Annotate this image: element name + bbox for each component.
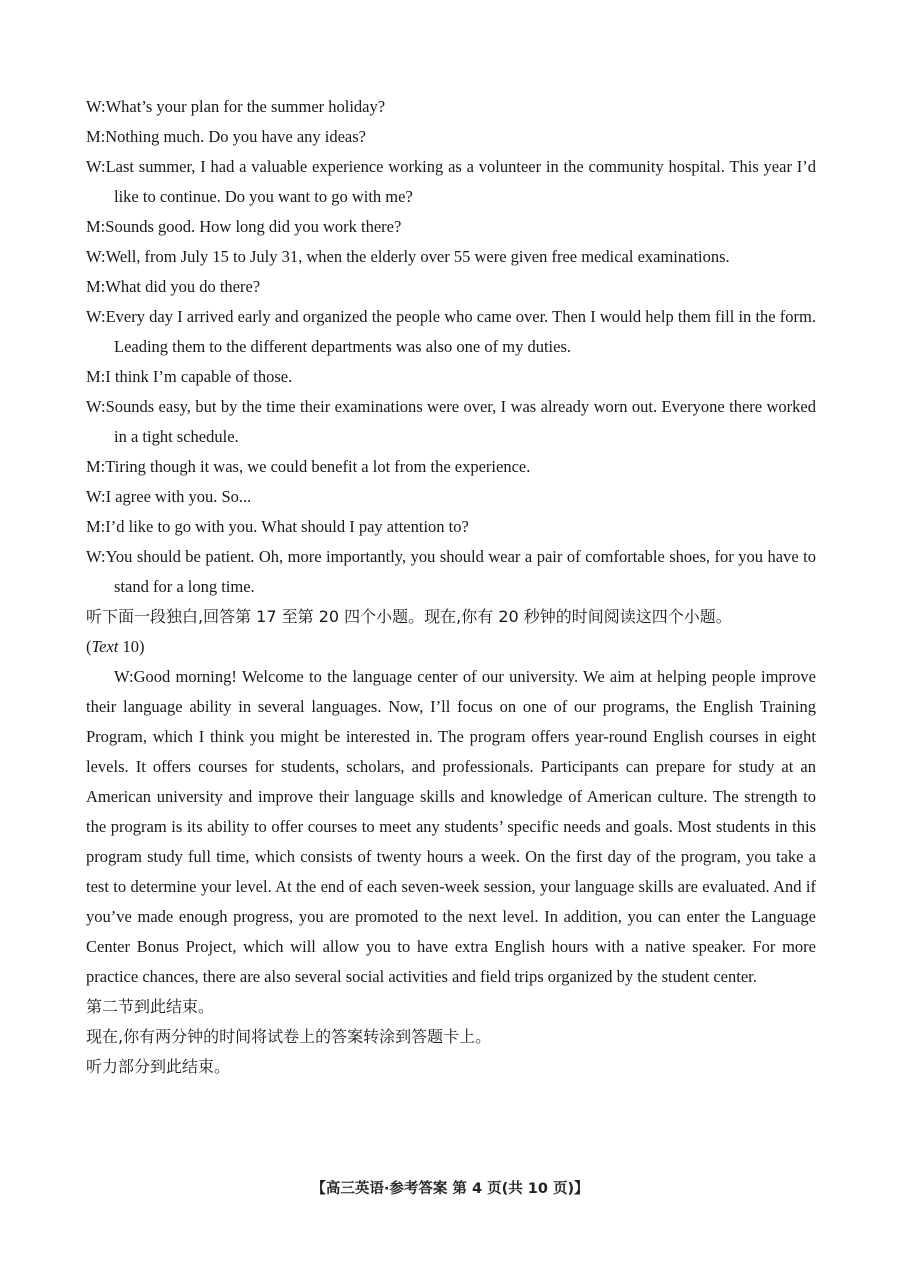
speaker-label: M — [86, 277, 101, 296]
dialogue-line: M:I’d like to go with you. What should I pay attention to? — [86, 517, 469, 536]
dialogue-text: You should be patient. Oh, more importantly, you should wear a pair of comfortable shoes, for you have to stand for a long time. — [105, 547, 816, 596]
dialogue-line: W:Sounds easy, but by the time their examinations were over, I was already worn out. Everyone there worked in a tight schedule. — [86, 397, 816, 446]
speaker-label: W — [86, 97, 101, 116]
monologue-paragraph: W:Good morning! Welcome to the language center of our university. We aim at helping people improve their language ability in several languages. Now, I’ll focus on one of our programs, the English Training Program, which I think you might be interested in. The program offers year-round English courses in eight levels. It offers courses for students, scholars, and professionals. Participants can prepare for study at an American university and improve their language skills and knowledge of American culture. The strength to the program is its ability to offer courses to meet any students’ specific needs and goals. Most students in this program study full time, which consists of twenty hours a week. On the first day of the program, you take a test to determine your level. At the end of each seven-week session, your language skills are evaluated. And if you’ve made enough progress, you are promoted to the next level. In addition, you can enter the Language Center Bonus Project, which will allow you to have extra English hours with a native speaker. For more practice chances, there are also several social activities and field trips organized by the student center. — [86, 667, 816, 986]
speaker-label: M — [86, 217, 101, 236]
dialogue-text: Sounds good. How long did you work there? — [105, 217, 402, 236]
dialogue-line: W:I agree with you. So... — [86, 487, 252, 506]
dialogue-text: Tiring though it was, we could benefit a lot from the experience. — [105, 457, 531, 476]
answer-key-page — [86, 92, 816, 1082]
speaker-label: W — [86, 247, 101, 266]
speaker-label: W — [86, 487, 101, 506]
dialogue-text: Sounds easy, but by the time their examinations were over, I was already worn out. Everyone there worked in a tight schedule. — [105, 397, 816, 446]
dialogue-line: M:Tiring though it was, we could benefit a lot from the experience. — [86, 457, 531, 476]
speaker-label: W — [114, 667, 129, 686]
speaker-label: M — [86, 517, 101, 536]
dialogue-text: What did you do there? — [105, 277, 261, 296]
dialogue-text: What’s your plan for the summer holiday? — [105, 97, 386, 116]
dialogue-line: W:You should be patient. Oh, more importantly, you should wear a pair of comfortable shoes, for you have to stand for a long time. — [86, 547, 816, 596]
monologue-text: Good morning! Welcome to the language center of our university. We aim at helping people improve their language ability in several languages. Now, I’ll focus on one of our programs, the English Training Program, which I think you might be interested in. The program offers year-round English courses in eight levels. It offers courses for students, scholars, and professionals. Participants can prepare for study at an American university and improve their language skills and knowledge of American culture. The strength to the program is its ability to offer courses to meet any students’ specific needs and goals. Most students in this program study full time, which consists of twenty hours a week. On the first day of the program, you take a test to determine your level. At the end of each seven-week session, your language skills are evaluated. And if you’ve made enough progress, you are promoted to the next level. In addition, you can enter the Language Center Bonus Project, which will allow you to have extra English hours with a native speaker. For more practice chances, there are also several social activities and field trips organized by the student center. — [86, 667, 816, 986]
dialogue-text: Every day I arrived early and organized the people who came over. Then I would help them fill in the form. Leading them to the different departments was also one of my duties. — [105, 307, 816, 356]
dialogue-text: I agree with you. So... — [105, 487, 252, 506]
speaker-label: W — [86, 397, 101, 416]
dialogue-text: I think I’m capable of those. — [105, 367, 293, 386]
speaker-label: W — [86, 157, 101, 176]
dialogue — [86, 92, 816, 602]
closing-line: 现在,你有两分钟的时间将试卷上的答案转涂到答题卡上。 — [86, 1027, 492, 1046]
dialogue-text: I’d like to go with you. What should I pay attention to? — [105, 517, 469, 536]
dialogue-line: W:What’s your plan for the summer holiday? — [86, 97, 386, 116]
dialogue-line: M:Nothing much. Do you have any ideas? — [86, 127, 366, 146]
dialogue-text: Nothing much. Do you have any ideas? — [105, 127, 366, 146]
page-footer: 【高三英语·参考答案 第 4 页(共 10 页)】 — [311, 1181, 589, 1197]
text10-label: (Text 10) — [86, 637, 145, 656]
closing-line: 第二节到此结束。 — [86, 997, 215, 1016]
speaker-label: M — [86, 457, 101, 476]
dialogue-text: Well, from July 15 to July 31, when the elderly over 55 were given free medical examinations. — [105, 247, 730, 266]
dialogue-line: M:I think I’m capable of those. — [86, 367, 293, 386]
closing-line: 听力部分到此结束。 — [86, 1057, 231, 1076]
dialogue-line: W:Every day I arrived early and organized the people who came over. Then I would help them fill in the form. Leading them to the different departments was also one of my duties. — [86, 307, 816, 356]
dialogue-line: M:Sounds good. How long did you work there? — [86, 217, 402, 236]
section-instruction: 听下面一段独白,回答第 17 至第 20 四个小题。现在,你有 20 秒钟的时间阅读这四个小题。 — [86, 607, 732, 626]
speaker-label: M — [86, 367, 101, 386]
speaker-label: M — [86, 127, 101, 146]
dialogue-line: W:Well, from July 15 to July 31, when the elderly over 55 were given free medical examinations. — [86, 247, 730, 266]
speaker-label: W — [86, 307, 101, 326]
dialogue-text: Last summer, I had a valuable experience working as a volunteer in the community hospital. This year I’d like to continue. Do you want to go with me? — [105, 157, 816, 206]
dialogue-line: W:Last summer, I had a valuable experience working as a volunteer in the community hospital. This year I’d like to continue. Do you want to go with me? — [86, 157, 816, 206]
speaker-label: W — [86, 547, 101, 566]
dialogue-line: M:What did you do there? — [86, 277, 261, 296]
